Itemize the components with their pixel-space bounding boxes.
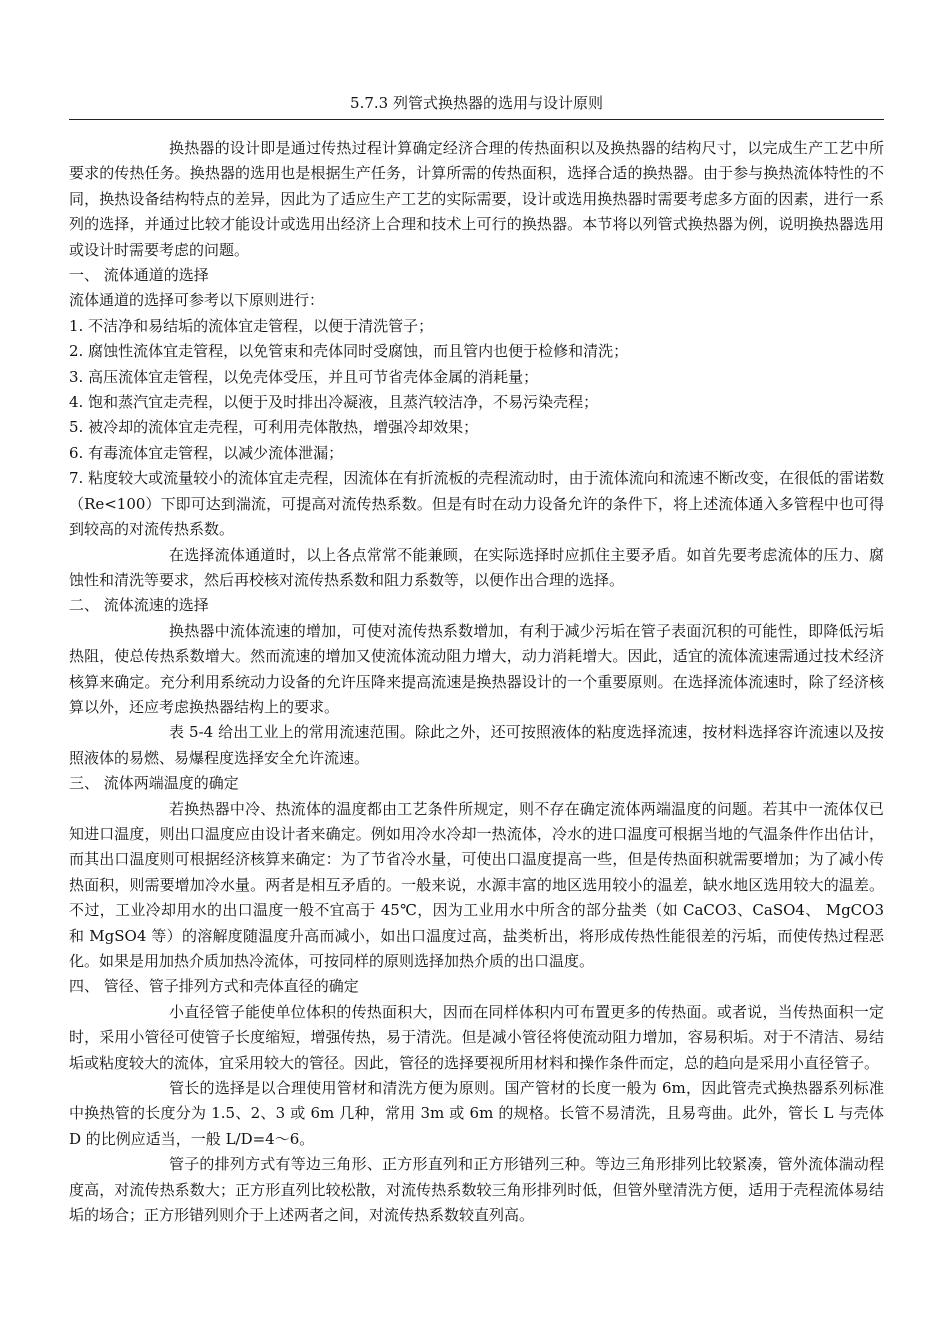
section-4-heading: 四、 管径、管子排列方式和壳体直径的确定 xyxy=(69,977,359,996)
section-2-heading: 二、 流体流速的选择 xyxy=(69,596,209,615)
list-item: 1. 不洁净和易结垢的流体宜走管程，以便于清洗管子； xyxy=(69,316,434,335)
document-body xyxy=(69,136,884,1228)
section-2-paragraph-1: 换热器中流体流速的增加，可使对流传热系数增加，有利于减少污垢在管子表面沉积的可能性，即降低污垢热阻，使总传热系数增大。然而流速的增加又使流体流动阻力增大，动力消耗增大。因此，适宜的流体流速需通过技术经济核算来确定。充分利用系统动力设备的允许压降来提高流速是换热器设计的一个重要原则。在选择流体流速时，除了经济核算以外，还应考虑换热器结构上的要求。 xyxy=(69,621,884,716)
section-3-heading: 三、 流体两端温度的确定 xyxy=(69,774,239,793)
list-item: 3. 高压流体宜走管程，以免壳体受压，并且可节省壳体金属的消耗量； xyxy=(69,367,539,386)
section-4-paragraph-2: 管长的选择是以合理使用管材和清洗方便为原则。国产管材的长度一般为 6m，因此管壳式换热器系列标准中换热管的长度分为 1.5、2、3 或 6m 几种，常用 3m 或 6m 的规格。长管不易清洗，且易弯曲。此外，管长 L 与壳体 D 的比例应适当，一般 L/D=4～6。 xyxy=(69,1079,884,1148)
header-rule xyxy=(69,119,884,120)
section-1-paragraph: 在选择流体通道时，以上各点常常不能兼顾，在实际选择时应抓住主要矛盾。如首先要考虑流体的压力、腐蚀性和清洗等要求，然后再校核对流传热系数和阻力系数等，以便作出合理的选择。 xyxy=(69,545,884,589)
section-4-paragraph-3: 管子的排列方式有等边三角形、正方形直列和正方形错列三种。等边三角形排列比较紧凑，管外流体湍动程度高，对流传热系数大；正方形直列比较松散，对流传热系数较三角形排列时低，但管外壁清洗方便，适用于壳程流体易结垢的场合；正方形错列则介于上述两者之间，对流传热系数较直列高。 xyxy=(69,1155,884,1225)
list-item: 4. 饱和蒸汽宜走壳程，以便于及时排出冷凝液，且蒸汽较洁净，不易污染壳程； xyxy=(69,393,599,412)
section-4-paragraph-1: 小直径管子能使单位体积的传热面积大，因而在同样体积内可布置更多的传热面。或者说，当传热面积一定时，采用小管径可使管子长度缩短，增强传热，易于清洗。但是减小管径将使流动阻力增加，容易积垢。对于不清洁、易结垢或粘度较大的流体，宜采用较大的管径。因此，管径的选择要视所用材料和操作条件而定，总的趋向是采用小直径管子。 xyxy=(69,1002,884,1072)
section-1-lead: 流体通道的选择可参考以下原则进行： xyxy=(69,291,325,310)
list-item: 6. 有毒流体宜走管程，以减少流体泄漏； xyxy=(69,443,344,462)
section-1-heading: 一、 流体通道的选择 xyxy=(69,266,209,285)
section-3-paragraph: 若换热器中冷、热流体的温度都由工艺条件所规定，则不存在确定流体两端温度的问题。若其中一流体仅已知进口温度，则出口温度应由设计者来确定。例如用冷水冷却一热流体，冷水的进口温度可根据当地的气温条件作出估计，而其出口温度则可根据经济核算来确定：为了节省冷水量，可使出口温度提高一些，但是传热面积就需要增加；为了减小传热面积，则需要增加冷水量。两者是相互矛盾的。一般来说，水源丰富的地区选用较小的温差，缺水地区选用较大的温差。不过，工业冷却用水的出口温度一般不宜高于 45℃，因为工业用水中所含的部分盐类（如 CaCO3、CaSO4、 MgCO3 和 MgSO4 等）的溶解度随温度升高而减小，如出口温度过高，盐类析出，将形成传热性能很差的污垢，而使传热过程恶化。如果是用加热介质加热冷流体，可按同样的原则选择加热介质的出口温度。 xyxy=(69,799,884,970)
list-item: 2. 腐蚀性流体宜走管程，以免管束和壳体同时受腐蚀，而且管内也便于检修和清洗； xyxy=(69,342,629,361)
section-2-paragraph-2: 表 5-4 给出工业上的常用流速范围。除此之外，还可按照液体的粘度选择流速，按材料选择容许流速以及按照液体的易燃、易爆程度选择安全允许流速。 xyxy=(69,723,884,767)
list-item: 7. 粘度较大或流量较小的流体宜走壳程，因流体在有折流板的壳程流动时，由于流体流向和流速不断改变，在很低的雷诺数（Re<100）下即可达到湍流，可提高对流传热系数。但是有时在动力设备允许的条件下，将上述流体通入多管程中也可得到较高的对流传热系数。 xyxy=(69,469,884,539)
section-header: 5.7.3 列管式换热器的选用与设计原则 xyxy=(350,94,603,112)
list-item: 5. 被冷却的流体宜走壳程，可利用壳体散热，增强冷却效果； xyxy=(69,418,479,437)
intro-paragraph: 换热器的设计即是通过传热过程计算确定经济合理的传热面积以及换热器的结构尺寸，以完成生产工艺中所要求的传热任务。换热器的选用也是根据生产任务，计算所需的传热面积，选择合适的换热器。由于参与换热流体特性的不同，换热设备结构特点的差异，因此为了适应生产工艺的实际需要，设计或选用换热器时需要考虑多方面的因素，进行一系列的选择，并通过比较才能设计或选用出经济上合理和技术上可行的换热器。本节将以列管式换热器为例，说明换热器选用或设计时需要考虑的问题。 xyxy=(69,139,884,259)
